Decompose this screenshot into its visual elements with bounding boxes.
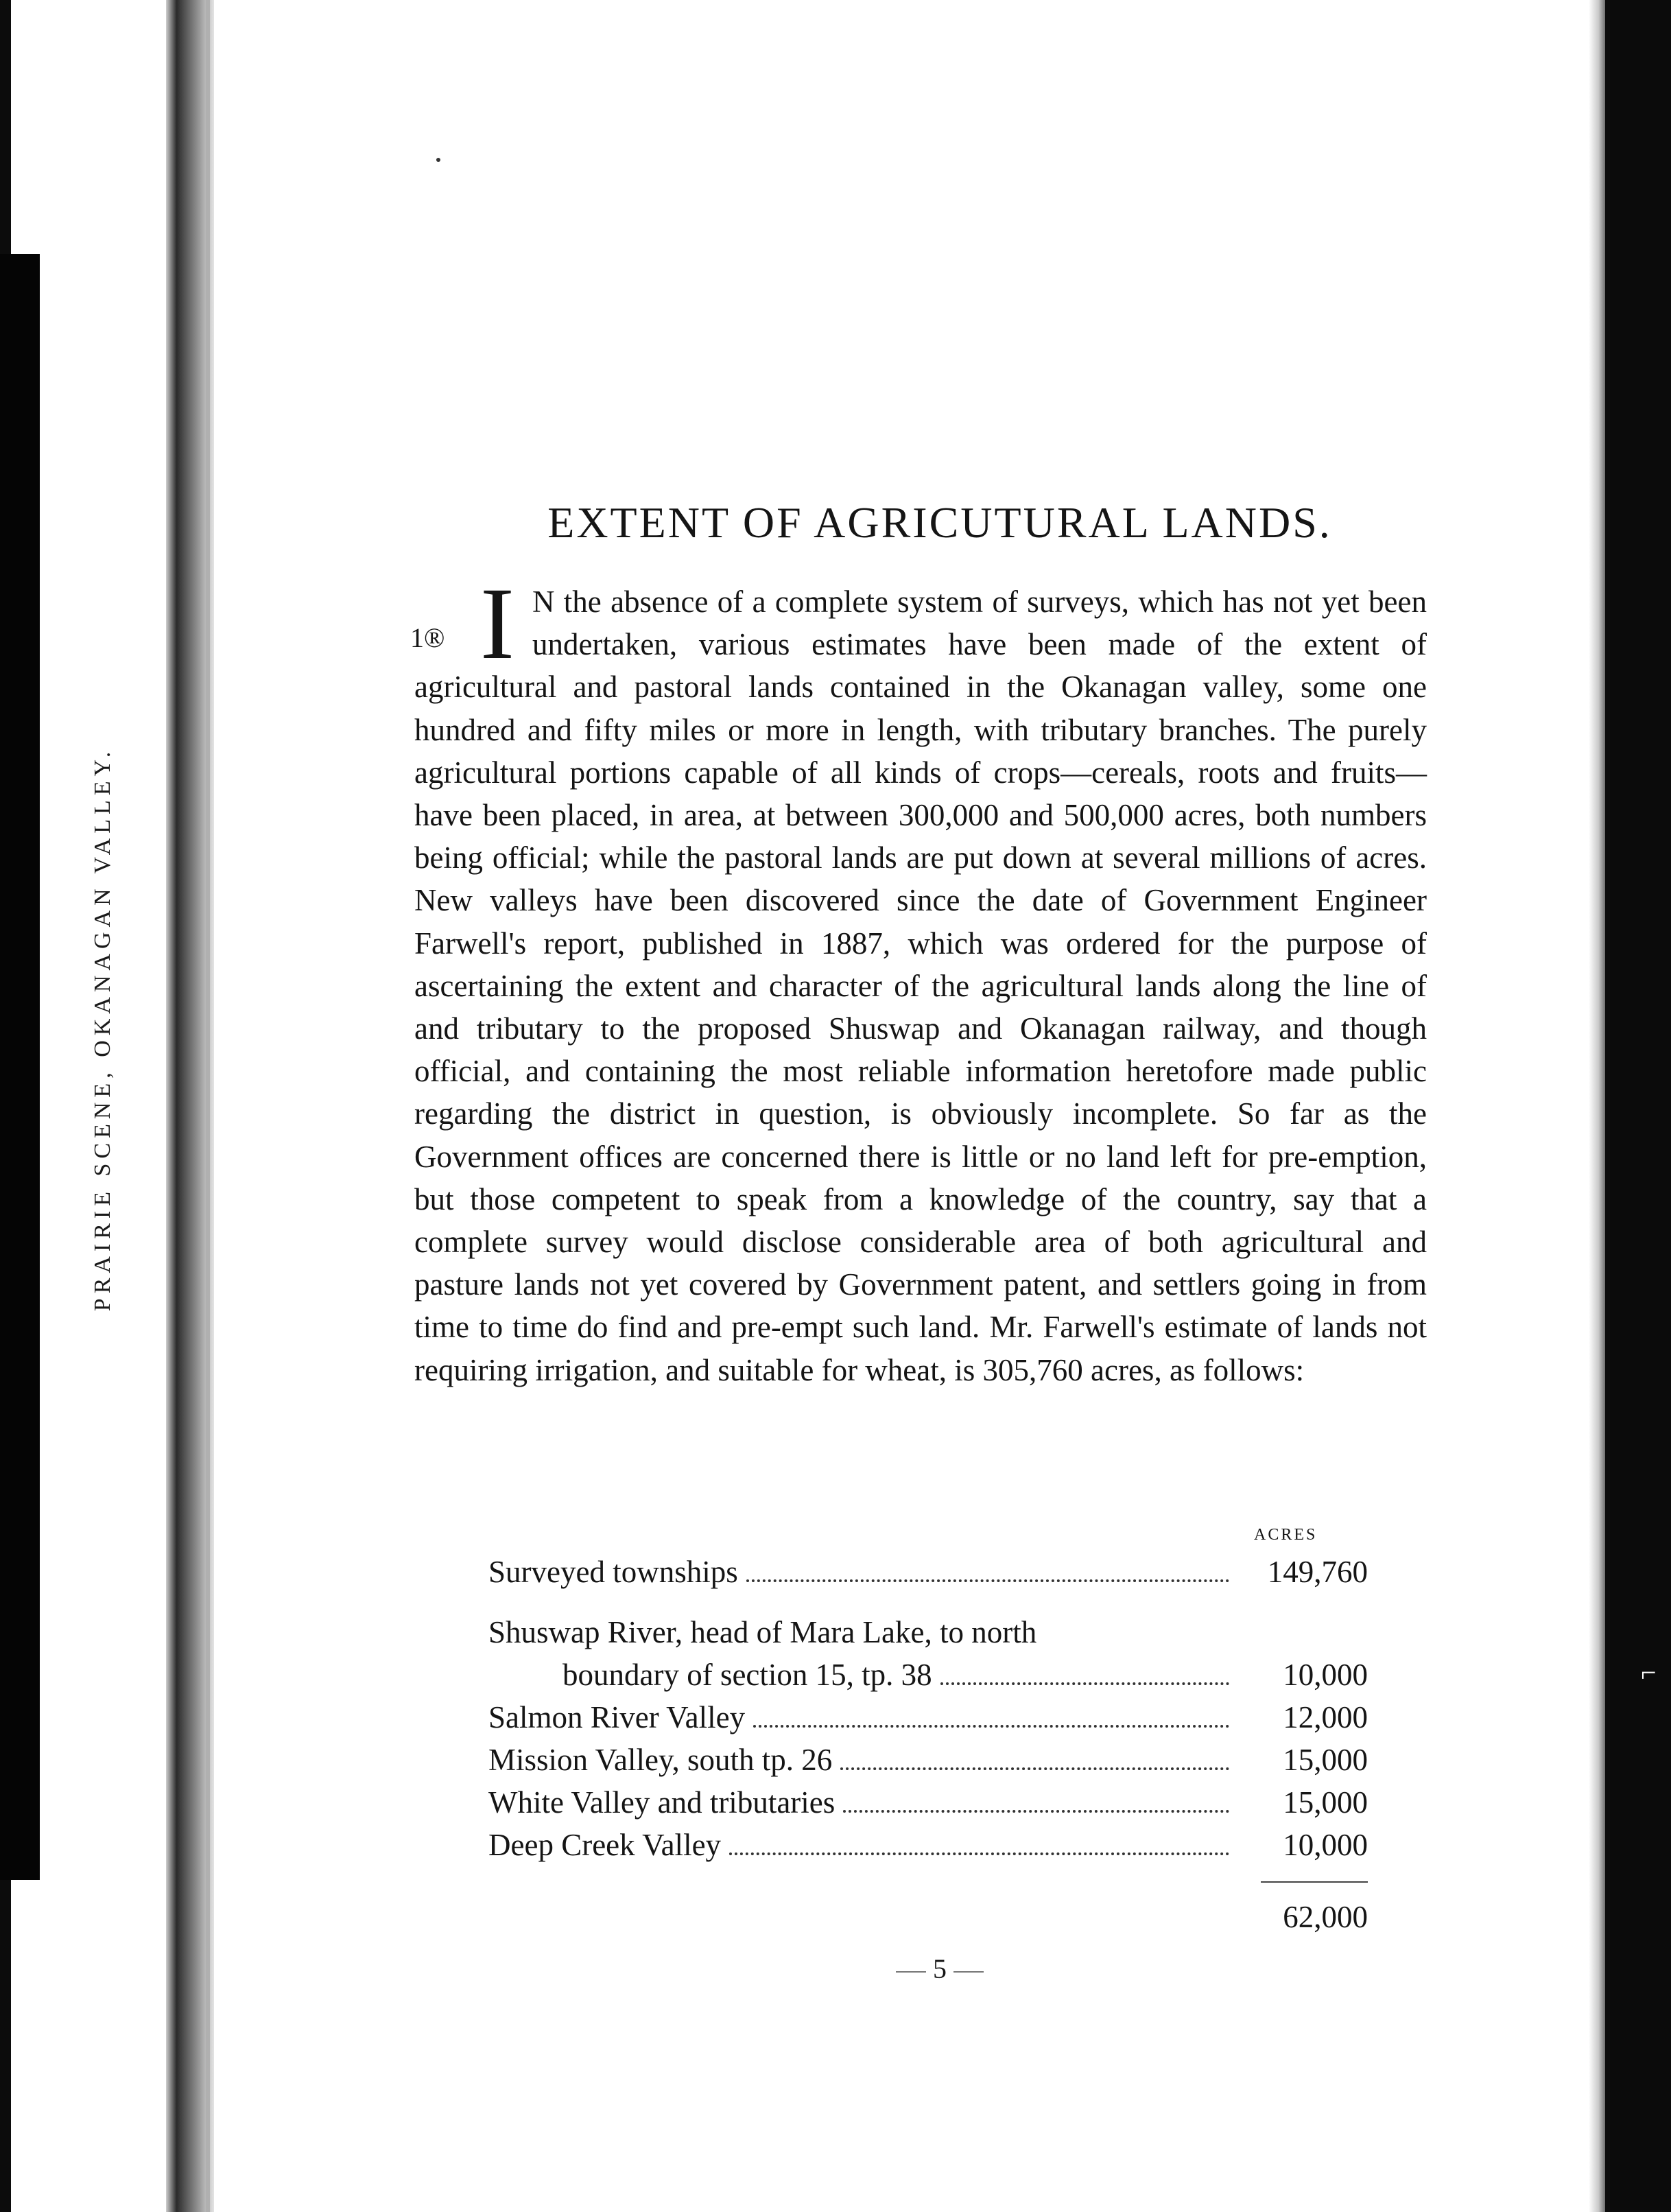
dot-leader bbox=[843, 1810, 1229, 1813]
dash-left bbox=[896, 1971, 926, 1973]
body-paragraph bbox=[414, 567, 1427, 1391]
acreage-row-continued bbox=[488, 1654, 1368, 1696]
acreage-value: 15,000 bbox=[1283, 1785, 1368, 1820]
acreage-row bbox=[488, 1551, 1368, 1593]
acreage-name: Mission Valley, south tp. 26 bbox=[488, 1743, 833, 1777]
acreage-value: 149,760 bbox=[1267, 1555, 1368, 1589]
total-rule bbox=[1261, 1881, 1368, 1883]
acreage-name: Surveyed townships bbox=[488, 1555, 738, 1589]
body-text: N the absence of a complete system of surveys, which has not yet been undertaken, various estimates have been made of the extent of agricultural and pastoral lands contained in the Okanagan valley, some one hundred and fifty miles or more in length, with tributary branches. The purely agricultural portions capable of all kinds of crops—cereals, roots and fruits—have been placed, in area, at between 300,000 and 500,000 acres, both numbers being official; while the pastoral lands are put down at several millions of acres. New valleys have been discovered since the date of Government Engineer Farwell's report, published in 1887, which was ordered for the purpose of ascertaining the extent and character of the agricultural lands along the line of and tributary to the proposed Shuswap and Okanagan railway, and though official, and containing the most reliable information heretofore made public regarding the district in question, is obviously incomplete. So far as the Government offices are concerned there is little or no land left for pre-emption, but those competent to speak from a knowledge of the country, say that a complete survey would disclose considerable area of both agricultural and pasture lands not yet covered by Government patent, and settlers going in from time to time do find and pre-empt such land. Mr. Farwell's estimate of lands not requiring irrigation, and suitable for wheat, is 305,760 acres, as follows: bbox=[414, 585, 1427, 1387]
acreage-row bbox=[488, 1781, 1368, 1824]
acreage-name: Salmon River Valley bbox=[488, 1700, 746, 1734]
acreage-row bbox=[488, 1739, 1368, 1781]
acres-column-header: ACRES bbox=[1254, 1526, 1318, 1544]
right-page-shadow bbox=[1589, 0, 1605, 2212]
page-number-footer bbox=[878, 1953, 1002, 1985]
acreage-row bbox=[488, 1696, 1368, 1739]
page-title: EXTENT OF AGRICUTURAL LANDS. bbox=[547, 498, 1332, 547]
acreage-name: White Valley and tributaries bbox=[488, 1785, 836, 1820]
acreage-table bbox=[488, 1551, 1368, 1866]
acreage-name: Deep Creek Valley bbox=[488, 1828, 722, 1862]
drop-cap: I bbox=[480, 567, 514, 681]
acreage-row bbox=[488, 1824, 1368, 1866]
corner-mark: ⌐ bbox=[1641, 1657, 1657, 1688]
print-speck bbox=[436, 158, 440, 162]
dot-leader bbox=[746, 1579, 1229, 1582]
acreage-total: 62,000 bbox=[1283, 1900, 1368, 1934]
scan-right-edge bbox=[1605, 0, 1671, 2212]
printer-ornament: 1® bbox=[410, 622, 445, 653]
dot-leader bbox=[840, 1767, 1229, 1770]
acreage-row bbox=[488, 1611, 1368, 1654]
acreage-value: 10,000 bbox=[1283, 1658, 1368, 1692]
page-edge bbox=[206, 0, 210, 2212]
page-number: 5 bbox=[933, 1953, 947, 1984]
dot-leader bbox=[753, 1725, 1229, 1728]
dash-right bbox=[953, 1971, 984, 1973]
acreage-name-continued: boundary of section 15, tp. 38 bbox=[562, 1658, 932, 1692]
dot-leader bbox=[940, 1682, 1229, 1685]
facing-plate-image bbox=[0, 254, 40, 1880]
acreage-value: 15,000 bbox=[1283, 1743, 1368, 1777]
acreage-value: 12,000 bbox=[1283, 1700, 1368, 1734]
plate-caption: PRAIRIE SCENE, OKANAGAN VALLEY. bbox=[90, 746, 115, 1312]
acreage-name: Shuswap River, head of Mara Lake, to north bbox=[488, 1615, 1037, 1649]
dot-leader bbox=[729, 1852, 1229, 1855]
acreage-value: 10,000 bbox=[1283, 1828, 1368, 1862]
